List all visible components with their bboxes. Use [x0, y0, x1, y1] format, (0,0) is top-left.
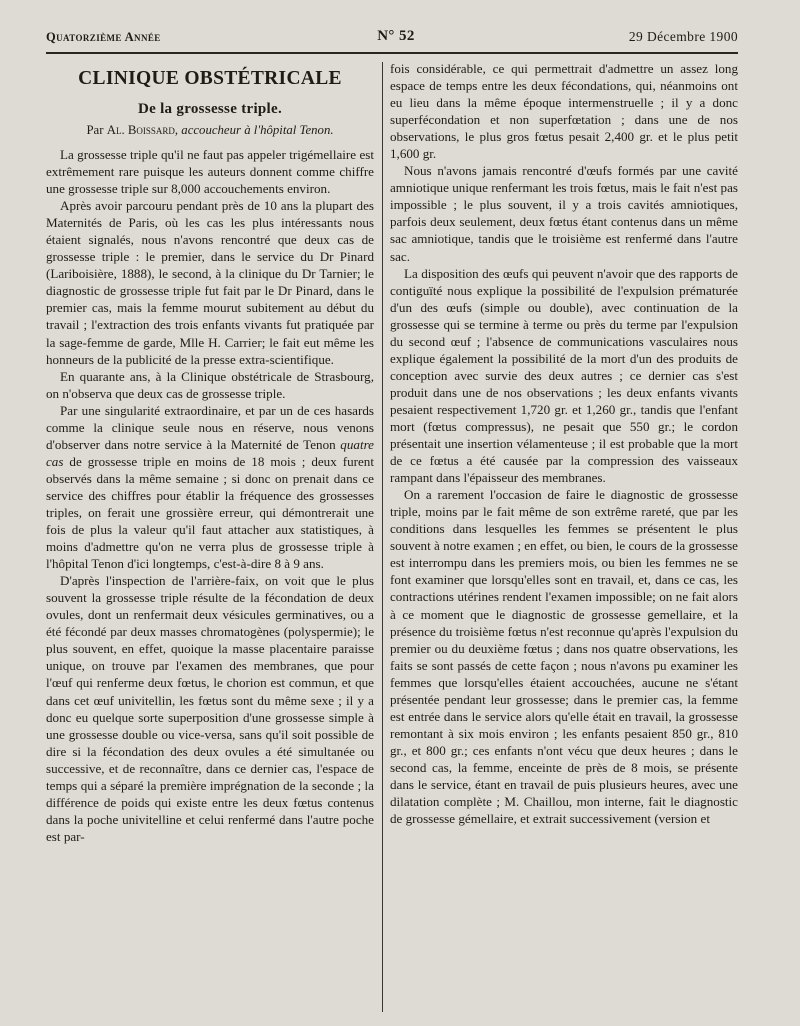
paragraph: D'après l'inspection de l'arrière-faix, on voit que le plus souvent la grossesse triple résulte de la fécondation de deux ovules, dont un renfermait deux vésicules germinatives, ou a été fécondé par deux masses chromatogènes (polyspermie); le plus souvent, en effet, quoique la masse placentaire paraisse unique, on trouve par l'examen des membranes, que pour l'œuf qui renferme deux fœtus, le chorion est commun, et que dans cet œuf univitellin, les fœtus sont du même sexe ; il y a donc eu quelque sorte superposition d'une grossesse simple à une grossesse double ou vice-versa, sans qu'il soit possible de dire si la fécondation des deux ovules a été simultanée ou successive, et de reconnaître, dans ce dernier cas, l'espace de temps qui a séparé la première imprégnation de la seconde ; la différence de poids qui existe entre les deux fœtus contenus dans la poche univitelline et celui renfermé dans l'autre poche est par- [46, 573, 374, 844]
header-date: 29 Décembre 1900 [628, 29, 738, 44]
section-title: CLINIQUE OBSTÉTRICALE [78, 68, 342, 89]
paragraph: La grossesse triple qu'il ne faut pas appeler trigémellaire est extrêmement rare puisque les auteurs donnent comme chiffre une grossesse triple sur 8,000 accouchements environ. [46, 147, 374, 197]
left-column [46, 62, 374, 1017]
header-volume: Quatorzième Année [46, 30, 161, 44]
byline-author: Al. Boissard, [106, 123, 179, 137]
emphasis: quatre cas [46, 436, 374, 469]
right-column [390, 60, 738, 1015]
running-header [46, 28, 738, 50]
left-paragraphs [46, 146, 374, 845]
paragraph: Par une singularité extraordinaire, et par un de ces hasards comme la clinique seule nous en réserve, nous venons d'observer dans notre service à la Maternité de Tenon quatre cas de grossesse triple en moins de 18 mois ; deux furent observés dans la même semaine ; si donc on prenait dans ce service des chiffres pour établir la fréquence des grossesses triples, on ferait une grossière erreur, qui démontrerait une fois de plus la valeur qu'il faut attacher aux statistiques, à moins d'admettre qu'on ne verra plus de grossesse triple à l'hôpital Tenon d'ici longtemps, c'est-à-dire 8 à 9 ans. [46, 402, 374, 572]
byline [46, 122, 374, 138]
header-rule [46, 52, 738, 54]
byline-prefix: Par [86, 123, 104, 137]
paragraph: On a rarement l'occasion de faire le diagnostic de grossesse triple, moins par le fait même de son extrême rareté, que par les conditions dans lesquelles les femmes se présentent le plus souvent à notre examen ; en effet, ou bien, le cours de la grossesse est interrompu dans les premiers mois, ou bien les femmes ne se font examiner que lorsqu'elles sont en travail, et, dans ce cas, les contractions utérines rendent l'examen impossible; on ne fait alors à ce moment que le diagnostic de grossesse gemellaire, et la présence du troisième fœtus n'est reconnue qu'après l'expulsion du premier ou du deuxième fœtus ; dans nos quatre observations, les faits se sont passés de cette façon ; nous n'avons pu examiner les femmes que lorsqu'elles étaient accouchées, aucune ne s'étant présentée pendant leur grossesse; dans le premier cas, la femme est entrée dans le service alors qu'elle était en travail, la grossesse remontant à six mois environ ; les enfants pesaient 850 gr., 810 gr., et 800 gr.; ces enfants n'ont vécu que deux heures ; dans le second cas, la femme, enceinte de près de 8 mois, se présente dans le service, étant en travail de puis plusieurs heures, avec une dilatation complète ; M. Chaillou, mon interne, fait le diagnostic de grossesse gémellaire, et extrait successivement (version et [390, 487, 738, 827]
column-divider [382, 62, 383, 1012]
paragraph: Après avoir parcouru pendant près de 10 ans la plupart des Maternités de Paris, où les cas les plus intéressants nous étaient signalés, nous n'avons rencontré que deux cas de grossesse triple : le premier, dans le service du Dr Pinard (Lariboisière, 1888), le second, à la clinique du Dr Tarnier; le diagnostic de grossesse triple fut fait par le Dr Pinard, dans le premier cas, mais la femme mourut subitement au début du travail ; l'extraction des trois enfants vivants fut pratiquée par la sage-femme de garde, Mlle H. Carrier; le fait eut même les honneurs de la publicité de la presse extra-scientifique. [46, 198, 374, 367]
byline-role: accoucheur à l'hôpital Tenon. [181, 123, 334, 137]
paragraph: En quarante ans, à la Clinique obstétricale de Strasbourg, on n'observa que deux cas de grossesse triple. [46, 368, 374, 401]
paragraph: fois considérable, ce qui permettrait d'admettre un assez long espace de temps entre les deux fécondations, qui, néanmoins ont eu lieu dans la même époque intermenstruelle ; il y a donc superfécondation et non superfœtation ; dans une de nos observations, le plus gros fœtus pesait 2,400 gr. et le plus petit 1,600 gr. [390, 61, 738, 162]
paragraph: La disposition des œufs qui peuvent n'avoir que des rapports de contiguïté nous explique la possibilité de l'expulsion prématurée d'un des œufs (simple ou double), avec continuation de la grossesse qui se termine à terme ou près du terme par l'expulsion du second œuf ; l'absence de communications vasculaires nous explique également la possibilité de la mort d'un des produits de conception avec survie des deux autres ; ce dernier cas s'est produit dans une de nos observations ; les deux enfants vivants pesaient respectivement 1,720 gr. et 1,260 gr., tandis que l'enfant mort (fœtus compressus), ne pesait que 550 gr.; le cordon présentait une insertion vélamenteuse ; il est probable que la mort de ce fœtus a été causée par la compression des vaisseaux rampant dans l'épaisseur des membranes. [390, 265, 738, 486]
paragraph: Nous n'avons jamais rencontré d'œufs formés par une cavité amniotique unique renfermant les trois fœtus, mais le fait n'est pas impossible ; le plus souvent, il y a trois cavités amniotiques, parfois deux seulement, deux fœtus étant contenus dans un même sac amniotique, tandis que le troisième est renfermé dans l'autre sac. [390, 163, 738, 264]
right-paragraphs [390, 60, 738, 827]
header-issue-number: N° 52 [377, 28, 415, 44]
article-title: De la grossesse triple. [137, 101, 283, 117]
